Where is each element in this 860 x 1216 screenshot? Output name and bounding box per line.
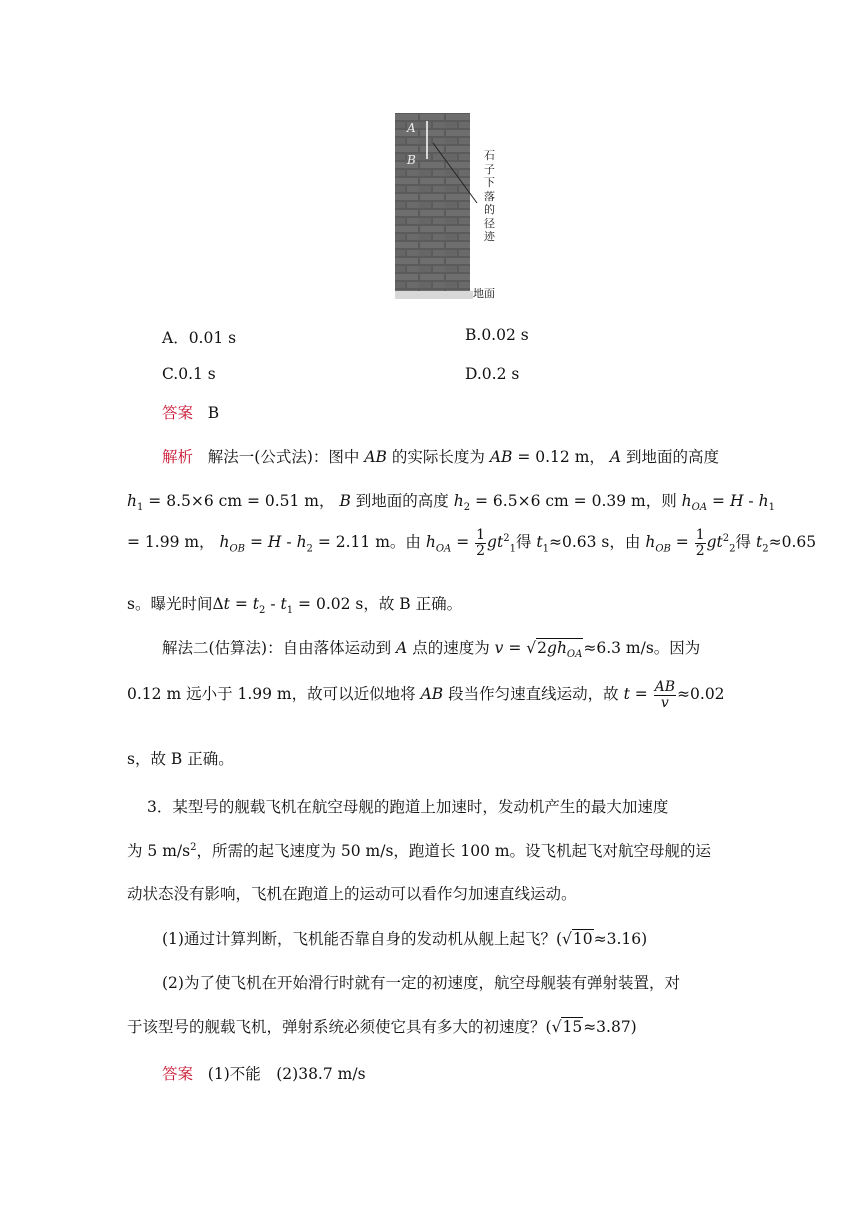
analysis-line-1 (162, 445, 719, 467)
text: ≈0.63 s，由 (549, 533, 641, 552)
sqrt-expression: $√2gh_{OA}$ (526, 639, 583, 661)
text: 得 (515, 533, 532, 552)
text: ≈0.65 (768, 533, 817, 552)
text: s。曝光时间Δ (127, 595, 224, 613)
q3-part-1 (162, 927, 647, 949)
q3-answer-line (162, 1062, 366, 1084)
q3-line-1: 3．某型号的舰载飞机在航空母舰的跑道上加速时，发动机产生的最大加速度 (147, 798, 669, 816)
var-a: A (609, 448, 622, 466)
text: - (748, 492, 754, 510)
fraction-half: $\frac{1}{2}$ (695, 527, 705, 559)
text: - (270, 595, 276, 613)
text: (1)通过计算判断，飞机能否靠自身的发动机从舰上起飞？( (162, 930, 563, 948)
radicand: 10 (572, 930, 593, 948)
caption-char: 迹 (484, 230, 495, 243)
var-ab: AB (489, 448, 513, 466)
option-a: A．0.01 s (162, 329, 237, 347)
text: = 0.02 s，故 B 正确。 (298, 595, 463, 613)
text: 为 5 m/s (127, 842, 191, 860)
option-c: C.0.1 s (162, 365, 216, 383)
text: = (712, 492, 725, 510)
fraction-half: $\frac{1}{2}$ (476, 527, 486, 559)
answer-tag: 答案 (162, 1065, 194, 1083)
text: 到地面的高度 (626, 448, 720, 466)
caption-char: 子 (484, 162, 495, 176)
text: 得 (735, 533, 752, 552)
answer-line (162, 401, 219, 423)
text: - (286, 533, 292, 552)
answer-tag: 答案 (162, 404, 194, 422)
text: ，所需的起飞速度为 50 m/s，跑道长 100 m。设飞机起飞对航空母舰的运 (196, 842, 712, 860)
text: = 1.99 m， (127, 533, 215, 552)
caption-char: 的 (484, 203, 495, 216)
analysis-line-4: s。曝光时间$\Delta t = t_2 - t_1 = 0.02$ s，故 B 正确。 (127, 595, 463, 617)
q3-line-2: 为 5 $m/s^2$，所需的起飞速度为 50 m/s，跑道长 100 m。设飞机起飞对航空母舰的运 (127, 841, 712, 860)
analysis-line-2: $h_1 = 8.5\times 6$ cm = 0.51 m， B 到地面的高度 $h_2 = 6.5\times 6$ cm = 0.39 m，则 $h_{OA} = H - h_1$ (127, 492, 775, 514)
text: = 0.12 m， (517, 448, 605, 466)
text: 的实际长度为 (391, 448, 485, 466)
answer-value: B (207, 404, 220, 422)
brick-wall-photo (393, 113, 498, 300)
text: 解法一(公式法)：图中 (207, 448, 360, 466)
option-b: B.0.02 s (465, 326, 529, 344)
answer-value: (1)不能 (2)38.7 m/s (207, 1065, 366, 1083)
text: 段当作匀速直线运动，故 (448, 685, 619, 704)
text: = (249, 533, 263, 552)
analysis-line-3: = 1.99 m， $h_{OB} = H - h_2 = 2.11$ m。由 $h_{OA}$ = $\frac{1}{2}$ $gt^2_1$得 $t_1\approx 0.63$ s，由 $h_{OB}$ = $\frac{1}{2}$ $gt^2_2$得 $t_2\approx 0.65$ (127, 527, 817, 559)
text: = 8.5×6 cm = 0.51 m， (148, 492, 335, 510)
text: 于该型号的舰载飞机，弹射系统必须使它具有多大的初速度？( (127, 1018, 552, 1036)
sqrt-15: √15 (551, 1018, 583, 1036)
text: = 6.5×6 cm = 0.39 m，则 (475, 492, 677, 510)
option-d: D.0.2 s (465, 365, 520, 383)
caption-char: 下 (484, 176, 495, 189)
text: = (234, 595, 248, 613)
analysis-tag: 解析 (162, 448, 194, 466)
var-ab: AB (364, 448, 387, 466)
text: 0.12 m 远小于 1.99 m，故可以近似地将 (127, 685, 416, 704)
text: ≈0.02 (677, 685, 725, 704)
label-b: B (407, 153, 416, 167)
text: 点的速度为 (412, 639, 490, 657)
text: ≈3.16) (593, 930, 648, 948)
caption-char: 径 (484, 216, 495, 230)
trail-caption (484, 149, 496, 244)
q3-part-2-line-1: (2)为了使飞机在开始滑行时就有一定的初速度，航空母舰装有弹射装置，对 (162, 974, 680, 992)
text: 到地面的高度 (355, 492, 449, 510)
text: = 2.11 m。由 (317, 533, 421, 552)
label-a: A (407, 121, 416, 135)
sqrt-10: √10 (562, 930, 593, 948)
radicand: 15 (562, 1018, 583, 1036)
q3-part-2-line-2 (127, 1015, 637, 1037)
text: ≈3.87) (583, 1018, 637, 1036)
analysis-line-7: s，故 B 正确。 (127, 750, 234, 768)
analysis-line-5: 解法二(估算法)：自由落体运动到 A 点的速度为 $v = √2gh_{OA}\approx 6.3$ m/s。因为 (162, 639, 701, 661)
caption-char: 石 (484, 149, 495, 162)
analysis-line-6: 0.12 m 远小于 1.99 m，故可以近似地将 AB 段当作匀速直线运动，故 t = $\frac{AB}{v}$ ≈0.02 (127, 679, 725, 711)
q3-line-3: 动状态没有影响，飞机在跑道上的运动可以看作匀加速直线运动。 (127, 885, 577, 903)
brick-wall-figure (393, 113, 498, 300)
fraction-ab-over-v: $\frac{AB}{v}$ (654, 679, 676, 711)
text: ≈6.3 m/s。因为 (583, 639, 701, 657)
text: 解法二(估算法)：自由落体运动到 (162, 639, 392, 657)
ground-label: 地面 (473, 287, 495, 300)
caption-char: 落 (484, 189, 495, 203)
